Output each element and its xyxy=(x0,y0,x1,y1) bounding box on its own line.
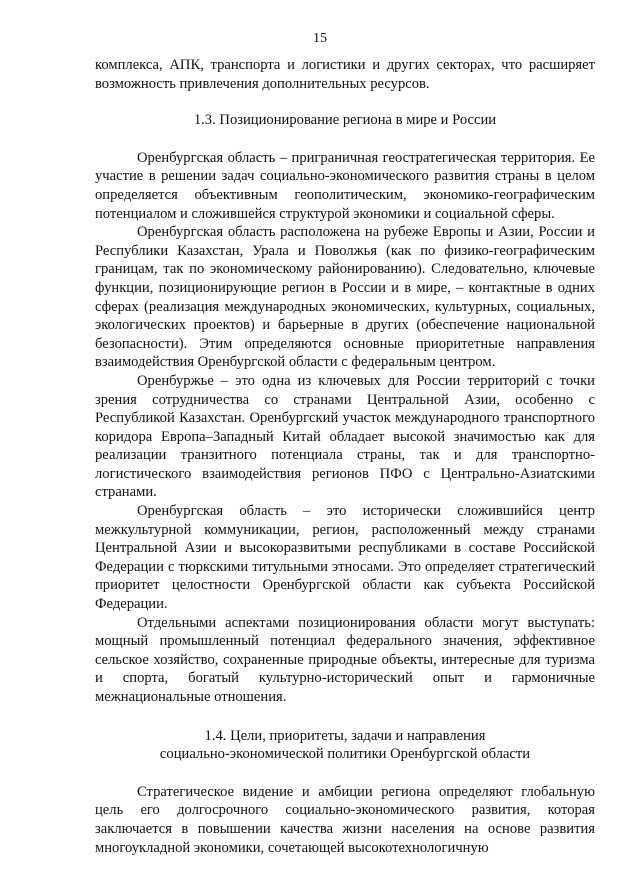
page-number: 15 xyxy=(313,31,327,46)
section-1-4-heading xyxy=(95,727,595,764)
section-1-4-heading-line-1: 1.4. Цели, приоритеты, задачи и направления xyxy=(204,727,486,744)
section-1-3-paragraph-2: Оренбургская область расположена на рубеже Европы и Азии, России и Республики Казахстан, Урала и Поволжья (как по физико-географическим границам, так по экономическому районированию). Следовательно, ключевые функции, позиционирующие регион в России и в мире, – контактные в одних сферах (реализация международных экономических, культурных, социальных, экологических проектов) и барьерные в других (обеспечение национальной безопасности). Этим определяются основные приоритетные направления взаимодействия Оренбургской области с федеральным центром. xyxy=(95,224,595,371)
section-1-3-heading: 1.3. Позиционирование региона в мире и России xyxy=(193,112,497,129)
section-1-4-paragraph-1: Стратегическое видение и амбиции региона определяют глобальную цель его долгосрочного социально-экономического развития, которая заключается в повышении качества жизни населения на основе развития многоукладной экономики, сочетающей высокотехнологичную xyxy=(95,783,595,856)
continuation-paragraph: комплекса, АПК, транспорта и логистики и других секторах, что расширяет возможность привлечения дополнительных ресурсов. xyxy=(95,57,595,92)
section-1-3-paragraph-4: Оренбургская область – это исторически сложившийся центр межкультурной коммуникации, регион, расположенный между странами Центральной Азии и высокоразвитыми республиками в составе Российской Федерации с тюркскими титульными этносами. Это определяет стратегический приоритет целостности Оренбургской области как субъекта Российской Федерации. xyxy=(95,503,595,613)
section-1-3-paragraph-5: Отдельными аспектами позиционирования области могут выступать: мощный промышленный потенциал федерального значения, эффективное сельское хозяйство, сохраненные природные объекты, интересные для туризма и спорта, богатый культурно-исторический опыт и гармоничные межнациональные отношения. xyxy=(95,614,595,705)
section-1-4-heading-line-2: социально-экономической политики Оренбургской области xyxy=(159,746,531,763)
section-1-3-paragraph-3: Оренбуржье – это одна из ключевых для России территорий с точки зрения сотрудничества со странами Центральной Азии, особенно с Республикой Казахстан. Оренбургский участок международного транспортного коридора Европа–Западный Китай обладает высокой значимостью как для реализации транзитного потенциала страны, так и для транспортно-логистического взаимодействия регионов ПФО с Центрально-Азиатскими странами. xyxy=(95,372,595,501)
section-1-3-paragraph-1: Оренбургская область – приграничная геостратегическая территория. Ее участие в решении задач социально-экономического развития страны в целом определяется объективным геополитическим, экономико-географическим потенциалом и сложившейся структурой экономики и социальной сферы. xyxy=(95,149,595,222)
document-body xyxy=(95,56,595,857)
